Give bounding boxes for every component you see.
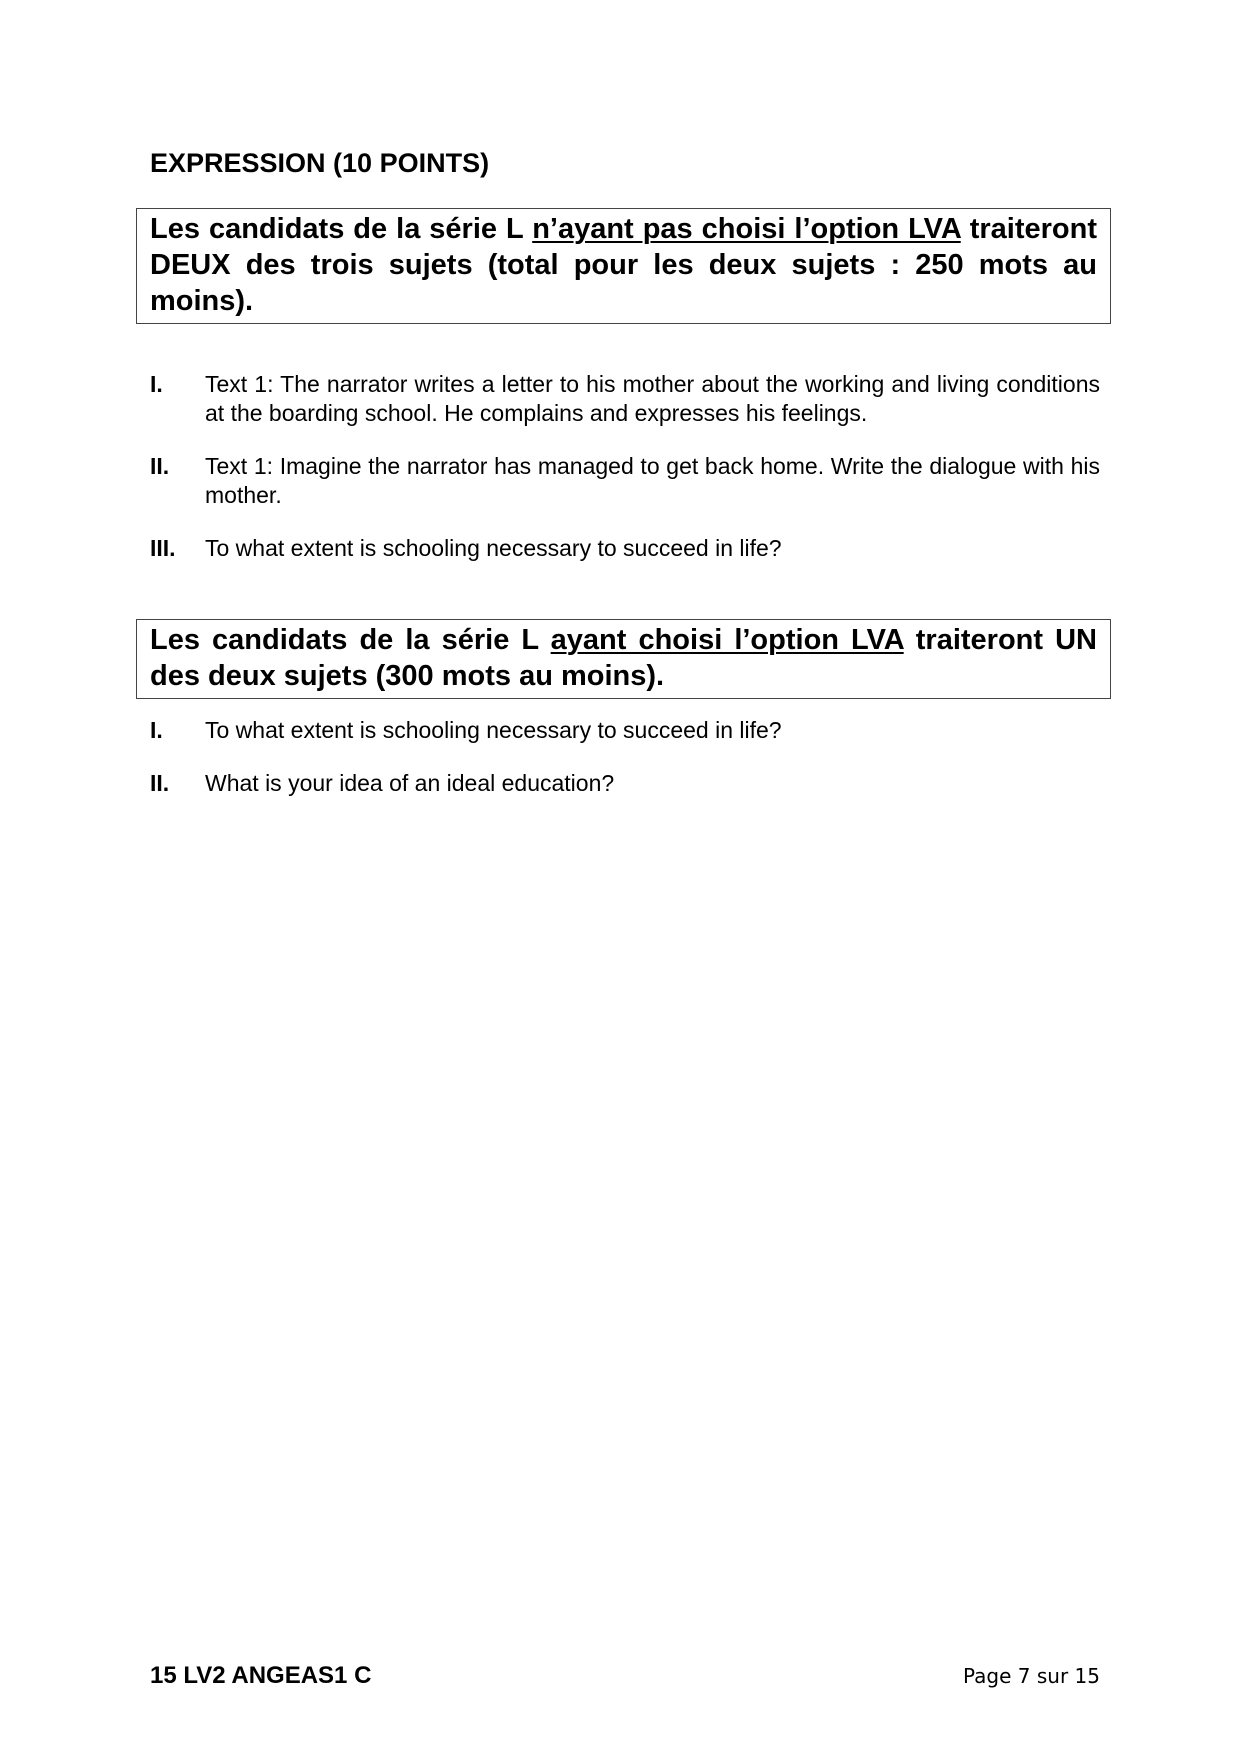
subject-list-lva <box>150 716 1100 822</box>
exam-code: 15 LV2 ANGEAS1 C <box>150 1662 372 1689</box>
subject-number: III. <box>150 535 176 561</box>
subject-item <box>150 769 1100 798</box>
instruction-underlined: n’ayant pas choisi l’option LVA <box>532 213 961 245</box>
subject-item <box>150 716 1100 745</box>
instruction-text: Les candidats de la série L <box>150 213 533 245</box>
subject-text: To what extent is schooling necessary to succeed in life? <box>205 717 782 743</box>
instruction-box-lva <box>136 619 1111 699</box>
section-heading: EXPRESSION (10 POINTS) <box>150 148 490 178</box>
subject-text: What is your idea of an ideal education? <box>205 770 615 796</box>
page-number: Page 7 sur 15 <box>963 1664 1100 1688</box>
subject-text: Text 1: The narrator writes a letter to his mother about the working and living conditions at the boarding school. He complains and expresses his feelings. <box>205 371 1100 426</box>
instruction-box-no-lva <box>136 208 1111 324</box>
subject-item <box>150 370 1100 428</box>
instruction-underlined: ayant choisi l’option LVA <box>550 624 904 656</box>
subject-list-no-lva <box>150 370 1100 587</box>
subject-item <box>150 452 1100 510</box>
instruction-text: traiteront DEUX des trois sujets (total pour les deux sujets : 250 mots au moins). <box>150 213 1098 317</box>
subject-number: II. <box>150 453 170 479</box>
instruction-text: Les candidats de la série L <box>150 624 551 656</box>
subject-number: I. <box>150 717 163 743</box>
subject-number: II. <box>150 770 170 796</box>
subject-text: Text 1: Imagine the narrator has managed to get back home. Write the dialogue with his mother. <box>205 453 1100 508</box>
subject-item <box>150 534 1100 563</box>
subject-number: I. <box>150 371 163 397</box>
subject-text: To what extent is schooling necessary to succeed in life? <box>205 535 782 561</box>
instruction-text: traiteront UN des deux sujets (300 mots au moins). <box>150 624 1097 692</box>
